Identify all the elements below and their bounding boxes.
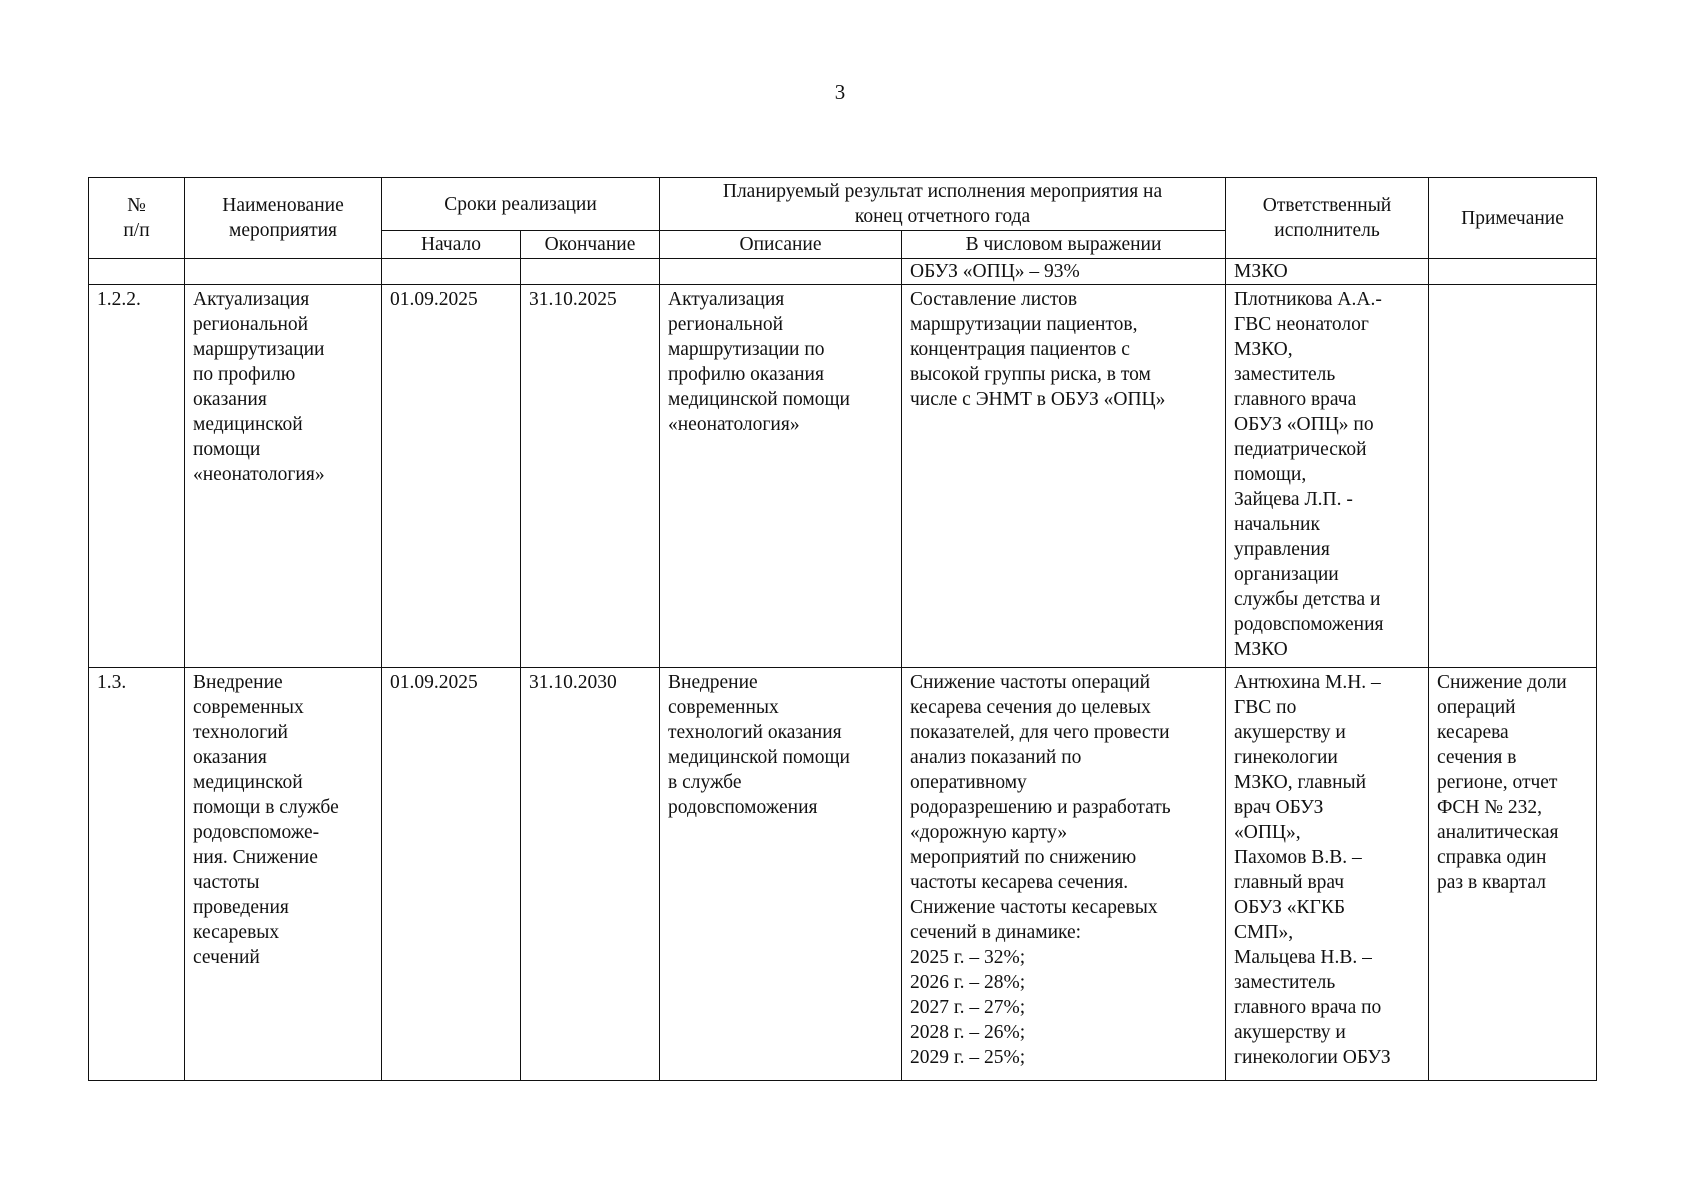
cell-numeric: Снижение частоты операций кесарева сечения до целевых показателей, для чего провести анализ показаний по оперативному родоразрешению и разработать «дорожную карту» мероприятий по снижению частоты кесарева сечения. Снижение частоты кесаревых сечений в динамике: 2025 г. – 32%; 2026 г. – 28%; 2027 г. – 27%; 2028 г. – 26%; 2029 г. – 25%; — [902, 668, 1226, 1081]
cell-empty — [521, 259, 660, 285]
page-number: 3 — [834, 80, 846, 104]
cell-description: Внедрение современных технологий оказания медицинской помощи в службе родовспоможения — [660, 668, 902, 1081]
cell-end: 31.10.2025 — [521, 285, 660, 668]
cell-end: 31.10.2030 — [521, 668, 660, 1081]
cell-start: 01.09.2025 — [382, 668, 521, 1081]
cell-responsible: Антюхина М.Н. – ГВС по акушерству и гинекологии МЗКО, главный врач ОБУЗ «ОПЦ», Пахомов В.В. – главный врач ОБУЗ «КГКБ СМП», Мальцева Н.В. – заместитель главного врача по акушерству и гинекологии ОБУЗ — [1226, 668, 1429, 1081]
table-row — [89, 668, 1597, 1081]
cell-empty — [382, 259, 521, 285]
table-row — [89, 285, 1597, 668]
cell-responsible: Плотникова А.А.- ГВС неонатолог МЗКО, заместитель главного врача ОБУЗ «ОПЦ» по педиатрической помощи, Зайцева Л.П. - начальник управления организации службы детства и родовспоможения МЗКО — [1226, 285, 1429, 668]
cell-note — [1429, 285, 1597, 668]
header-responsible: Ответственный исполнитель — [1226, 178, 1429, 259]
cell-empty — [660, 259, 902, 285]
header-name: Наименование мероприятия — [185, 178, 382, 259]
header-note: Примечание — [1429, 178, 1597, 259]
header-description: Описание — [660, 231, 902, 259]
header-start: Начало — [382, 231, 521, 259]
cell-num: 1.3. — [89, 668, 185, 1081]
cell-name: Внедрение современных технологий оказания медицинской помощи в службе родовспоможе- ния. Снижение частоты проведения кесаревых сечений — [185, 668, 382, 1081]
cell-responsible: МЗКО — [1226, 259, 1429, 285]
cell-empty — [1429, 259, 1597, 285]
header-numeric: В числовом выражении — [902, 231, 1226, 259]
header-planned-result: Планируемый результат исполнения мероприятия на конец отчетного года — [660, 178, 1226, 231]
activities-table — [88, 177, 1597, 1081]
cell-num: 1.2.2. — [89, 285, 185, 668]
header-end: Окончание — [521, 231, 660, 259]
header-timeline: Сроки реализации — [382, 178, 660, 231]
cell-name: Актуализация региональной маршрутизации по профилю оказания медицинской помощи «неонатология» — [185, 285, 382, 668]
header-num: № п/п — [89, 178, 185, 259]
cell-empty — [185, 259, 382, 285]
cell-numeric: ОБУЗ «ОПЦ» – 93% — [902, 259, 1226, 285]
cell-description: Актуализация региональной маршрутизации по профилю оказания медицинской помощи «неонатология» — [660, 285, 902, 668]
cell-note: Снижение доли операций кесарева сечения в регионе, отчет ФСН № 232, аналитическая справка один раз в квартал — [1429, 668, 1597, 1081]
cell-empty — [89, 259, 185, 285]
cell-start: 01.09.2025 — [382, 285, 521, 668]
table-header — [89, 178, 1597, 259]
cell-numeric: Составление листов маршрутизации пациентов, концентрация пациентов с высокой группы риска, в том числе с ЭНМТ в ОБУЗ «ОПЦ» — [902, 285, 1226, 668]
table-row-carryover — [89, 259, 1597, 285]
